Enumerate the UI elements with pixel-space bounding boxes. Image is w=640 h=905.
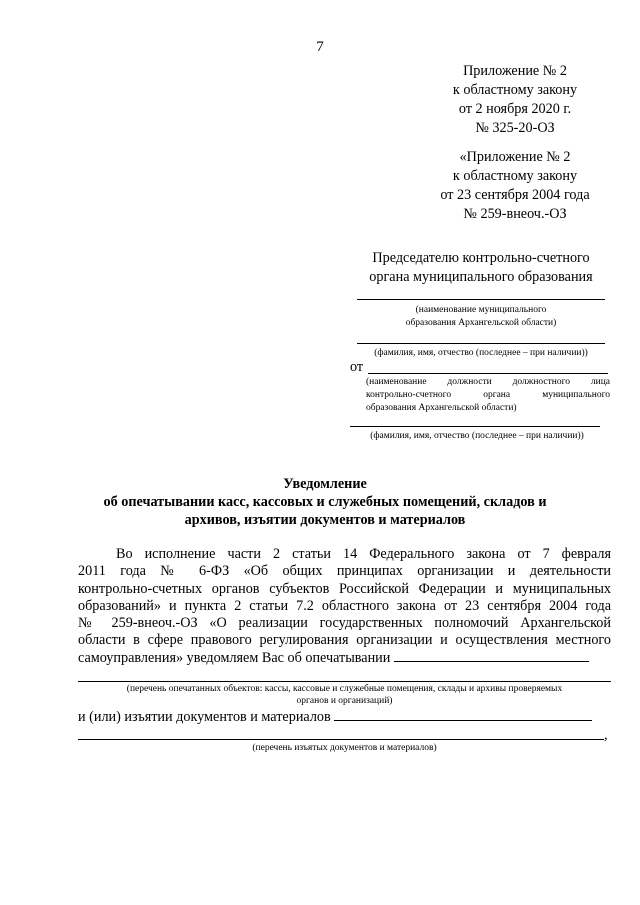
sealed-hint-line2: органов и организаций) xyxy=(296,696,393,706)
appendix-original xyxy=(400,148,630,224)
appendix-current-line4: № 325-20-ОЗ xyxy=(475,120,555,136)
name-field-line-2 xyxy=(350,426,600,427)
position-hint-line3: образования Архангельской области) xyxy=(366,403,517,413)
trailing-comma: , xyxy=(604,727,608,743)
municipality-hint-line1: (наименование муниципального xyxy=(415,305,547,315)
sealed-field-line-2 xyxy=(78,681,611,682)
appendix-current-line2: к областному закону xyxy=(452,82,578,98)
appendix-original-line2: к областному закону xyxy=(452,168,578,184)
body-line2: 2011 года № 6-ФЗ «Об общих принципах организации и деятельности xyxy=(78,563,611,580)
addressee-line1: Председателю контрольно-счетного xyxy=(372,250,590,266)
name-field-line-1 xyxy=(357,343,605,344)
appendix-original-line3: от 23 сентября 2004 года xyxy=(440,187,590,203)
position-hint xyxy=(366,376,610,415)
position-hint-line2: контрольно-счетного органа муниципального xyxy=(366,390,610,400)
body-line3: контрольно-счетных органов субъектов Российской Федерации и муниципальных xyxy=(78,580,611,597)
sealed-field-line xyxy=(394,661,589,662)
appendix-original-line1: «Приложение № 2 xyxy=(459,149,571,165)
body-line4: образований» и пункта 2 статьи 7.2 областного закона от 23 сентября 2004 года xyxy=(78,597,611,614)
addressee-heading xyxy=(350,249,612,287)
body-line6: области в сфере правового регулирования организации и осуществления местного xyxy=(78,632,611,649)
title-line1: Уведомление xyxy=(283,476,367,492)
body-paragraph xyxy=(78,546,611,667)
municipality-hint-line2: образования Архангельской области) xyxy=(405,318,557,328)
municipality-field-line xyxy=(357,299,605,300)
name-hint-2: (фамилия, имя, отчество (последнее – при наличии)) xyxy=(370,431,584,441)
seized-row xyxy=(78,708,592,726)
position-hint-line1: (наименование должности должностного лица xyxy=(366,377,610,387)
appendix-current xyxy=(400,62,630,138)
title-line3: архивов, изъятии документов и материалов xyxy=(184,512,466,528)
name-hint-1: (фамилия, имя, отчество (последнее – при наличии)) xyxy=(374,348,588,358)
municipality-hint xyxy=(357,304,605,330)
body-line5: № 259-внеоч.-ОЗ «О реализации государственных полномочий Архангельской xyxy=(78,615,611,632)
sealed-hint-line1: (перечень опечатанных объектов: кассы, кассовые и служебные помещения, склады и архивы проверяемых xyxy=(126,684,563,694)
sealed-hint xyxy=(78,683,611,707)
seized-label: и (или) изъятии документов и материалов xyxy=(78,709,331,725)
body-line1: Во исполнение части 2 статьи 14 Федерального закона от 7 февраля xyxy=(116,546,611,562)
title-line2: об опечатывании касс, кассовых и служебных помещений, складов и xyxy=(103,494,547,510)
seized-field-line xyxy=(334,720,592,721)
body-line7 xyxy=(78,650,611,667)
appendix-original-line4: № 259-внеоч.-ОЗ xyxy=(463,206,567,222)
page-number: 7 xyxy=(316,39,324,55)
from-label: от xyxy=(350,359,364,375)
appendix-current-line1: Приложение № 2 xyxy=(463,63,567,79)
position-field-line xyxy=(368,373,608,374)
seized-hint: (перечень изъятых документов и материалов) xyxy=(252,743,437,753)
appendix-current-line3: от 2 ноября 2020 г. xyxy=(458,101,572,117)
body-line7-text: самоуправления» уведомляем Вас об опечатывании xyxy=(78,649,391,666)
notice-title xyxy=(60,475,590,529)
addressee-line2: органа муниципального образования xyxy=(369,269,593,285)
seized-field-line-2 xyxy=(78,739,604,740)
